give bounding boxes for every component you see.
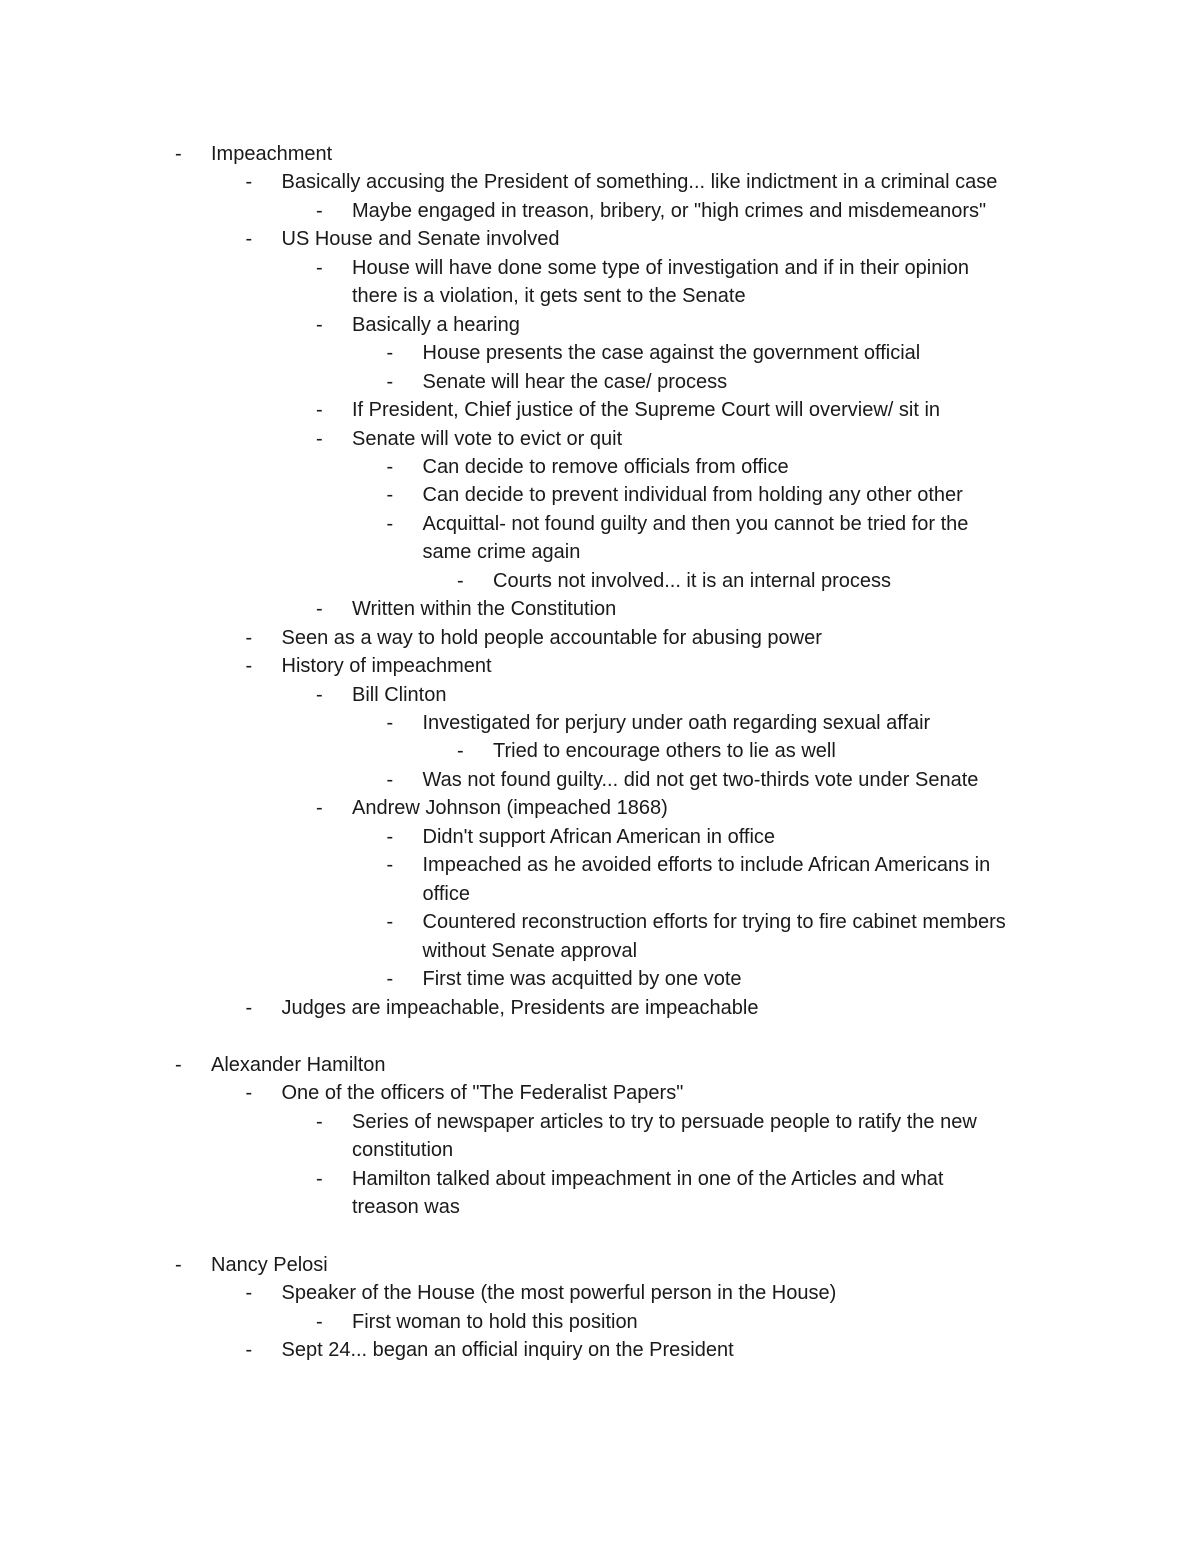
bullet-dash: -: [245, 228, 253, 251]
item-text-continuation: there is a violation, it gets sent to the Senate: [352, 285, 746, 308]
item-text: Can decide to remove officials from office: [422, 455, 789, 478]
item-text: Hamilton talked about impeachment in one of the Articles and what: [352, 1167, 944, 1190]
item-text: Can decide to prevent individual from holding any other other: [422, 484, 963, 507]
item-text: Seen as a way to hold people accountable for abusing power: [281, 626, 822, 649]
item-text: Andrew Johnson (impeached 1868): [352, 797, 668, 820]
bullet-dash: -: [175, 1053, 182, 1076]
item-text-continuation: same crime again: [422, 541, 581, 564]
item-text: Investigated for perjury under oath regarding sexual affair: [422, 712, 931, 734]
bullet-dash: -: [175, 143, 182, 165]
bullet-dash: -: [245, 171, 253, 194]
item-text: Impeachment: [211, 143, 333, 165]
bullet-dash: -: [457, 740, 464, 763]
bullet-dash: -: [316, 427, 323, 450]
item-text: House will have done some type of investigation and if in their opinion: [352, 256, 970, 279]
bullet-dash: -: [245, 655, 253, 678]
item-text: One of the officers of "The Federalist Papers": [281, 1082, 684, 1105]
bullet-dash: -: [245, 1339, 253, 1361]
bullet-dash: -: [386, 825, 394, 848]
bullet-dash: -: [316, 313, 323, 336]
item-text: History of impeachment: [281, 655, 492, 678]
item-text: Tried to encourage others to lie as well: [493, 740, 836, 763]
item-text: US House and Senate involved: [281, 228, 560, 251]
bullet-dash: -: [386, 484, 394, 507]
bullet-dash: -: [316, 1167, 323, 1190]
bullet-dash: -: [316, 598, 323, 621]
item-text-continuation: without Senate approval: [422, 939, 638, 962]
item-text: First time was acquitted by one vote: [422, 968, 742, 990]
bullet-dash: -: [316, 256, 323, 279]
bullet-dash: -: [386, 455, 394, 478]
item-text: Countered reconstruction efforts for trying to fire cabinet members: [422, 911, 1006, 934]
bullet-dash: -: [316, 1110, 323, 1133]
bullet-dash: -: [245, 1082, 253, 1105]
bullet-dash: -: [386, 342, 394, 365]
item-text: First woman to hold this position: [352, 1310, 638, 1333]
item-text: Nancy Pelosi: [211, 1253, 328, 1276]
item-text: Basically accusing the President of something... like indictment in a criminal case: [281, 171, 998, 194]
bullet-dash: -: [386, 854, 394, 877]
bullet-dash: -: [175, 1253, 182, 1276]
bullet-dash: -: [386, 512, 394, 535]
item-text: Impeached as he avoided efforts to include African Americans in: [422, 854, 991, 877]
item-text-continuation: treason was: [352, 1196, 460, 1219]
bullet-dash: -: [316, 199, 323, 222]
item-text: Was not found guilty... did not get two-thirds vote under Senate: [422, 768, 979, 791]
item-text: Acquittal- not found guilty and then you cannot be tried for the: [422, 512, 969, 535]
item-text: Written within the Constitution: [352, 598, 617, 621]
item-text: House presents the case against the government official: [422, 342, 921, 365]
item-text: Bill Clinton: [352, 683, 447, 706]
item-text: Basically a hearing: [352, 313, 520, 336]
item-text: If President, Chief justice of the Supreme Court will overview/ sit in: [352, 399, 941, 422]
bullet-dash: -: [386, 968, 394, 990]
item-text: Sept 24... began an official inquiry on the President: [281, 1339, 734, 1361]
item-text: Senate will hear the case/ process: [422, 370, 728, 393]
bullet-dash: -: [245, 1282, 253, 1305]
item-text-continuation: office: [422, 882, 470, 905]
bullet-dash: -: [245, 996, 253, 1019]
bullet-dash: -: [386, 370, 394, 393]
item-text: Maybe engaged in treason, bribery, or "high crimes and misdemeanors": [352, 199, 987, 222]
item-text: Judges are impeachable, Presidents are impeachable: [281, 996, 759, 1019]
bullet-dash: -: [386, 768, 394, 791]
item-text: Senate will vote to evict or quit: [352, 427, 623, 450]
bullet-dash: -: [386, 712, 394, 734]
bullet-dash: -: [316, 797, 323, 820]
bullet-dash: -: [316, 683, 323, 706]
item-text: Courts not involved... it is an internal process: [493, 569, 891, 592]
bullet-dash: -: [457, 569, 464, 592]
bullet-dash: -: [316, 1310, 323, 1333]
item-text: Speaker of the House (the most powerful person in the House): [281, 1282, 837, 1305]
item-text: Alexander Hamilton: [211, 1053, 386, 1076]
item-text: Series of newspaper articles to try to persuade people to ratify the new: [352, 1110, 977, 1133]
item-text-continuation: constitution: [352, 1139, 454, 1162]
bullet-dash: -: [316, 399, 323, 422]
bullet-dash: -: [386, 911, 394, 934]
item-text: Didn't support African American in office: [422, 825, 776, 848]
bullet-dash: -: [245, 626, 253, 649]
